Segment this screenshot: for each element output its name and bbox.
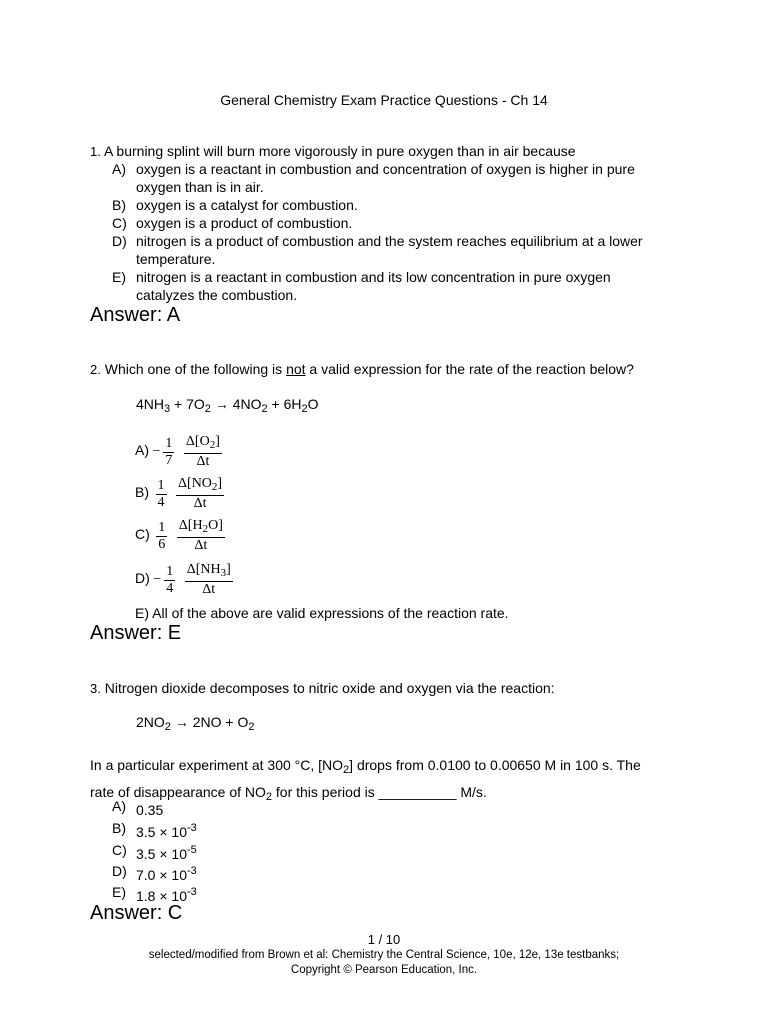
footer-copyright: Copyright © Pearson Education, Inc. (290, 964, 478, 976)
option-text: $1.8 \times 10^{-3}$ (136, 886, 197, 904)
option-text-cont: temperature. (136, 251, 216, 267)
question-3 (90, 679, 555, 698)
q3-option-d (112, 862, 197, 883)
q3-option-c (112, 841, 197, 862)
option-text-cont: catalyzes the combustion. (136, 287, 298, 303)
option-letter: A) (135, 442, 149, 459)
question-text-cont: a valid expression for the rate of the reaction below? (305, 361, 634, 377)
option-letter: C) (112, 215, 127, 231)
option-text: oxygen is a product of combustion. (136, 215, 353, 231)
q2-option-c: C) $\frac{1}{6}$ $\frac{\Delta[H_2O]}{\Delta t}$ (135, 518, 223, 553)
page-header: General Chemistry Exam Practice Questions - Ch 14 (220, 92, 548, 108)
question-text: Which one of the following is (104, 361, 287, 377)
option-text: nitrogen is a product of combustion and the system reaches equilibrium at a lower (136, 233, 643, 249)
q2-option-d: D) − $\frac{1}{4}$ $\frac{\Delta[NH_3]}{\Delta t}$ (135, 562, 231, 597)
q2-option-a: A) − $\frac{1}{7}$ $\frac{\Delta[O_2]}{\Delta t}$ (135, 434, 220, 469)
option-text: $3.5 \times 10^{-3}$ (136, 822, 197, 840)
q3-reaction-equation: $2NO_2 \to 2NO + O_2$ (136, 714, 255, 733)
question-text: Nitrogen dioxide decomposes to nitric oxide and oxygen via the reaction: (104, 680, 555, 696)
q2-answer: Answer: E (90, 622, 182, 644)
question-1 (90, 142, 576, 161)
option-text: $7.0 \times 10^{-3}$ (136, 865, 197, 883)
option-letter: E) (112, 269, 126, 285)
question-number: 1. (90, 144, 101, 159)
option-text: oxygen is a reactant in combustion and concentration of oxygen is higher in pure (136, 161, 635, 177)
q2-reaction-equation: $4NH_3 + 7O_2 \to 4NO_2 + 6H_2O$ (136, 396, 319, 415)
footer-source: selected/modified from Brown et al: Chemistry the Central Science, 10e, 12e, 13e testbanks; (148, 949, 620, 961)
q1-option-e (112, 268, 611, 303)
option-letter: B) (135, 484, 149, 501)
q2-option-e: E) All of the above are valid expressions of the reaction rate. (135, 605, 509, 621)
q3-option-a (112, 797, 164, 818)
option-text-cont: oxygen than is in air. (136, 179, 264, 195)
option-letter: B) (112, 197, 126, 213)
option-letter: E) (112, 884, 126, 900)
q3-problem-text: In a particular experiment at 300 °C, $[NO_2]$ drops from 0.0100 to 0.00650 M in 100 s. The rate of disappearance of $NO_2$ for this period is __________ M/s. (90, 757, 641, 803)
question-number: 3. (90, 681, 101, 696)
option-letter: A) (112, 798, 126, 814)
option-text: oxygen is a catalyst for combustion. (136, 197, 358, 213)
option-letter: D) (112, 233, 127, 249)
question-emphasis: not (286, 361, 306, 377)
option-text: nitrogen is a reactant in combustion and its low concentration in pure oxygen (136, 269, 611, 285)
option-letter: C) (112, 842, 127, 858)
option-letter: B) (112, 820, 126, 836)
q1-option-c (112, 214, 353, 232)
q3-option-b (112, 819, 197, 840)
q1-answer: Answer: A (90, 304, 181, 326)
q1-option-a (112, 160, 635, 195)
q1-option-d (112, 232, 643, 267)
option-letter: C) (135, 526, 150, 543)
q2-option-b: B) $\frac{1}{4}$ $\frac{\Delta[NO_2]}{\Delta t}$ (135, 476, 223, 511)
q1-option-b (112, 196, 358, 214)
question-text: A burning splint will burn more vigorously in pure oxygen than in air because (103, 143, 576, 159)
option-letter: A) (112, 161, 126, 177)
option-letter: D) (112, 863, 127, 879)
option-text: $3.5 \times 10^{-5}$ (136, 844, 197, 862)
option-letter: D) (135, 570, 150, 587)
question-2 (90, 360, 634, 379)
question-number: 2. (90, 362, 101, 377)
q3-answer: Answer: C (90, 902, 183, 924)
option-text: 0.35 (136, 802, 164, 818)
page-number: 1 / 10 (367, 932, 401, 947)
q3-option-e (112, 883, 197, 904)
